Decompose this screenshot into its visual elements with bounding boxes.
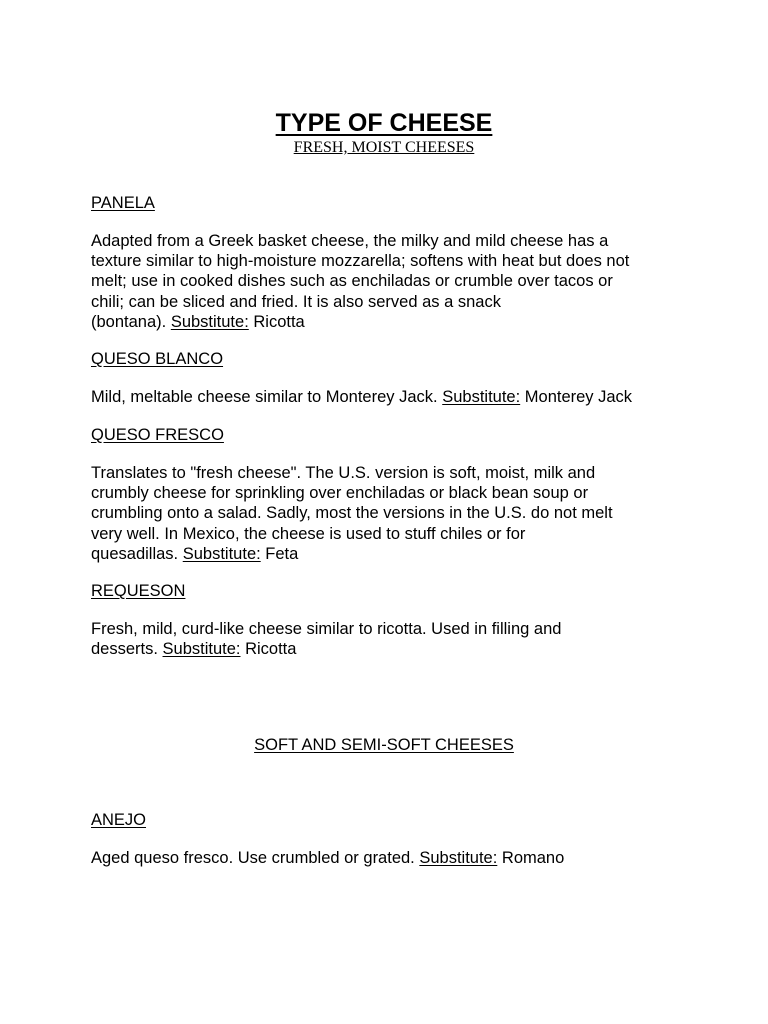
description-line: texture similar to high-moisture mozzarella; softens with heat but does not: [91, 252, 630, 271]
description-line: Fresh, mild, curd-like cheese similar to ricotta. Used in filling and: [91, 620, 562, 638]
description-line: melt; use in cooked dishes such as enchiladas or crumble over tacos or: [91, 272, 613, 291]
cheese-heading-requeson: REQUESON: [91, 582, 186, 600]
description-line: crumbling onto a salad. Sadly, most the versions in the U.S. do not melt: [91, 504, 613, 523]
description-text: Mild, meltable cheese similar to Monterey Jack.: [91, 388, 443, 406]
substitute-label: Substitute:: [442, 388, 521, 406]
description-line: crumbly cheese for sprinkling over enchiladas or black bean soup or: [91, 484, 589, 503]
substitute-label: Substitute:: [419, 849, 498, 867]
description-line: very well. In Mexico, the cheese is used to stuff chiles or for: [91, 524, 526, 543]
cheese-description-queso-blanco: [91, 387, 691, 407]
substitute-value: Ricotta: [248, 312, 305, 331]
description-line-final: [91, 312, 691, 332]
description-text: (bontana).: [91, 312, 171, 331]
description-line-final: [91, 848, 691, 868]
substitute-label: Substitute:: [170, 312, 249, 331]
description-line-final: [91, 544, 691, 564]
description-line: Translates to "fresh cheese". The U.S. version is soft, moist, milk and: [91, 464, 596, 482]
cheese-heading-panela: PANELA: [91, 194, 155, 212]
description-text: Aged queso fresco. Use crumbled or grated.: [91, 849, 420, 867]
description-text: quesadillas.: [91, 544, 183, 563]
cheese-heading-queso-blanco: QUESO BLANCO: [91, 350, 224, 368]
description-text: desserts.: [91, 640, 163, 659]
section-subtitle-fresh-moist: FRESH, MOIST CHEESES: [293, 139, 475, 156]
substitute-value: Monterey Jack: [520, 388, 633, 406]
cheese-heading-queso-fresco: QUESO FRESCO: [91, 426, 224, 444]
substitute-value: Ricotta: [240, 640, 297, 659]
cheese-heading-anejo: ANEJO: [91, 811, 147, 829]
description-line-final: [91, 387, 691, 407]
substitute-value: Romano: [497, 849, 565, 867]
substitute-label: Substitute:: [162, 640, 241, 659]
cheese-description-panela: [91, 231, 691, 332]
document-title: TYPE OF CHEESE: [275, 109, 493, 137]
cheese-description-requeson: [91, 619, 691, 659]
substitute-label: Substitute:: [182, 544, 261, 563]
section-heading-soft-semi-soft: SOFT AND SEMI-SOFT CHEESES: [254, 736, 514, 754]
cheese-description-queso-fresco: [91, 463, 691, 564]
description-line: chili; can be sliced and fried. It is also served as a snack: [91, 292, 501, 311]
substitute-value: Feta: [260, 544, 299, 563]
description-line: Adapted from a Greek basket cheese, the milky and mild cheese has a: [91, 232, 609, 250]
description-line-final: [91, 639, 691, 659]
cheese-description-anejo: [91, 848, 691, 868]
